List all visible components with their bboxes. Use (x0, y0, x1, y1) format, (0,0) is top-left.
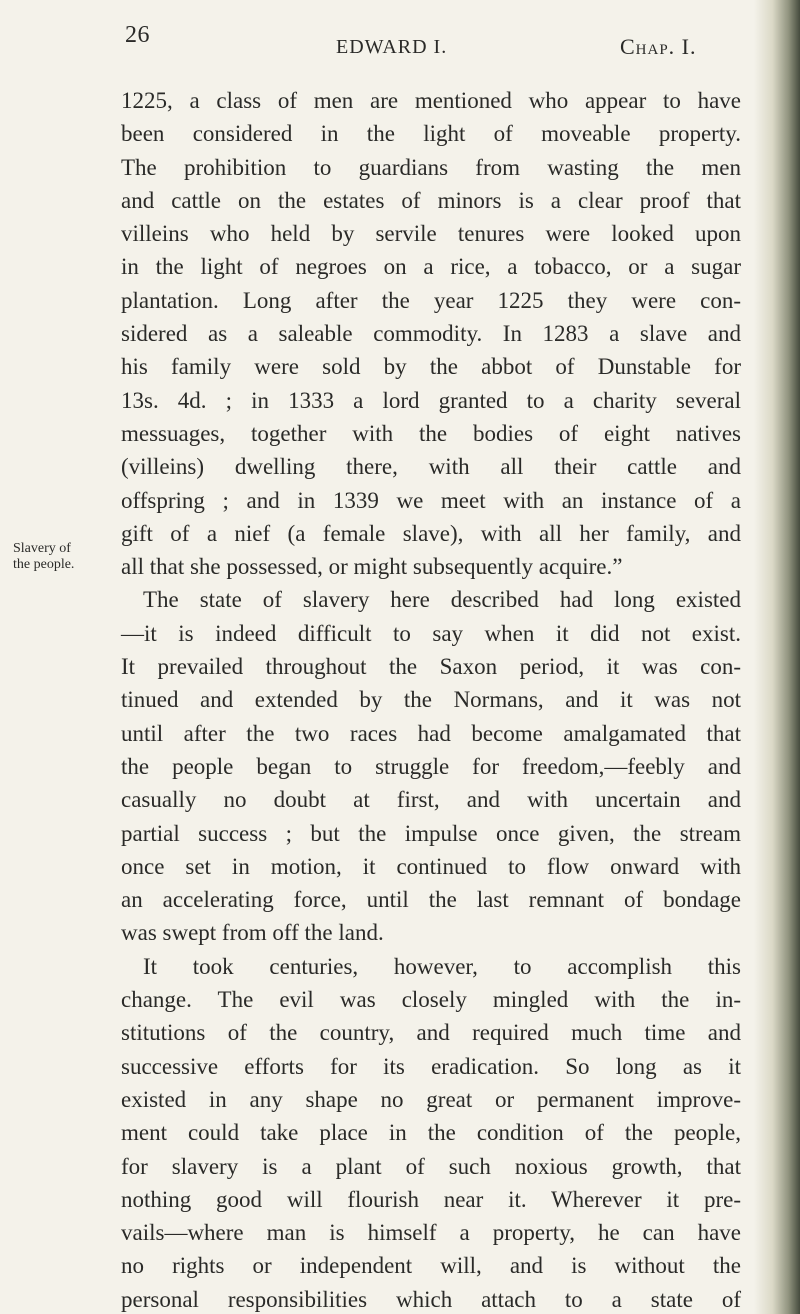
text-line: and cattle on the estates of minors is a clear proof that (121, 187, 741, 213)
text-line: his family were sold by the abbot of Dunstable for (121, 354, 741, 380)
page-edge-shadow (754, 0, 800, 1314)
text-line: villeins who held by servile tenures were looked upon (121, 221, 741, 247)
margin-note-line: the people. (13, 557, 75, 572)
text-line: the people began to struggle for freedom,—feebly and (121, 753, 741, 779)
text-line: messuages, together with the bodies of eight natives (121, 420, 741, 446)
text-line: an accelerating force, until the last remnant of bondage (121, 887, 741, 913)
text-line: The prohibition to guardians from wasting the men (121, 154, 741, 180)
text-line: (villeins) dwelling there, with all their cattle and (121, 454, 741, 480)
text-line: 13s. 4d. ; in 1333 a lord granted to a charity several (121, 387, 741, 413)
margin-note-line: Slavery of (13, 541, 71, 556)
body-text (121, 84, 741, 1314)
chapter-label: Chap. I. (620, 34, 697, 59)
text-line: 1225, a class of men are mentioned who appear to have (121, 88, 741, 113)
text-line: It took centuries, however, to accomplish this (143, 953, 741, 979)
text-line: The state of slavery here described had long existed (143, 587, 741, 613)
text-line: —it is indeed difficult to say when it did not exist. (121, 620, 741, 646)
text-line: change. The evil was closely mingled with the in- (121, 987, 741, 1013)
text-line: existed in any shape no great or permanent improve- (121, 1086, 741, 1112)
text-line: plantation. Long after the year 1225 they were con- (121, 287, 741, 313)
text-line: been considered in the light of moveable property. (121, 121, 741, 147)
text-line: ment could take place in the condition of the people, (121, 1120, 741, 1146)
text-line: personal responsibilities which attach to a state of (121, 1286, 741, 1312)
text-line: was swept from off the land. (121, 920, 384, 946)
text-line: all that she possessed, or might subsequently acquire.” (121, 554, 623, 580)
running-title: EDWARD I. (336, 36, 448, 58)
text-line: no rights or independent will, and is without the (121, 1253, 741, 1279)
margin-note (13, 541, 113, 573)
page-number: 26 (125, 22, 150, 48)
text-line: successive efforts for its eradication. So long as it (121, 1053, 741, 1079)
text-line: in the light of negroes on a rice, a tobacco, or a sugar (121, 254, 741, 280)
text-line: It prevailed throughout the Saxon period, it was con- (121, 654, 741, 680)
text-line: gift of a nief (a female slave), with all her family, and (121, 520, 741, 546)
running-header (0, 22, 760, 76)
text-line: sidered as a saleable commodity. In 1283 a slave and (121, 321, 741, 347)
text-line: vails—where man is himself a property, he can have (121, 1220, 741, 1246)
text-line: for slavery is a plant of such noxious growth, that (121, 1153, 741, 1179)
text-line: until after the two races had become amalgamated that (121, 720, 741, 746)
text-line: once set in motion, it continued to flow onward with (121, 853, 741, 879)
text-line: partial success ; but the impulse once given, the stream (121, 820, 741, 846)
text-line: nothing good will flourish near it. Wherever it pre- (121, 1186, 741, 1212)
text-line: offspring ; and in 1339 we meet with an instance of a (121, 487, 741, 513)
text-line: tinued and extended by the Normans, and it was not (121, 687, 741, 713)
text-line: stitutions of the country, and required much time and (121, 1020, 741, 1046)
text-line: casually no doubt at first, and with uncertain and (121, 787, 741, 813)
